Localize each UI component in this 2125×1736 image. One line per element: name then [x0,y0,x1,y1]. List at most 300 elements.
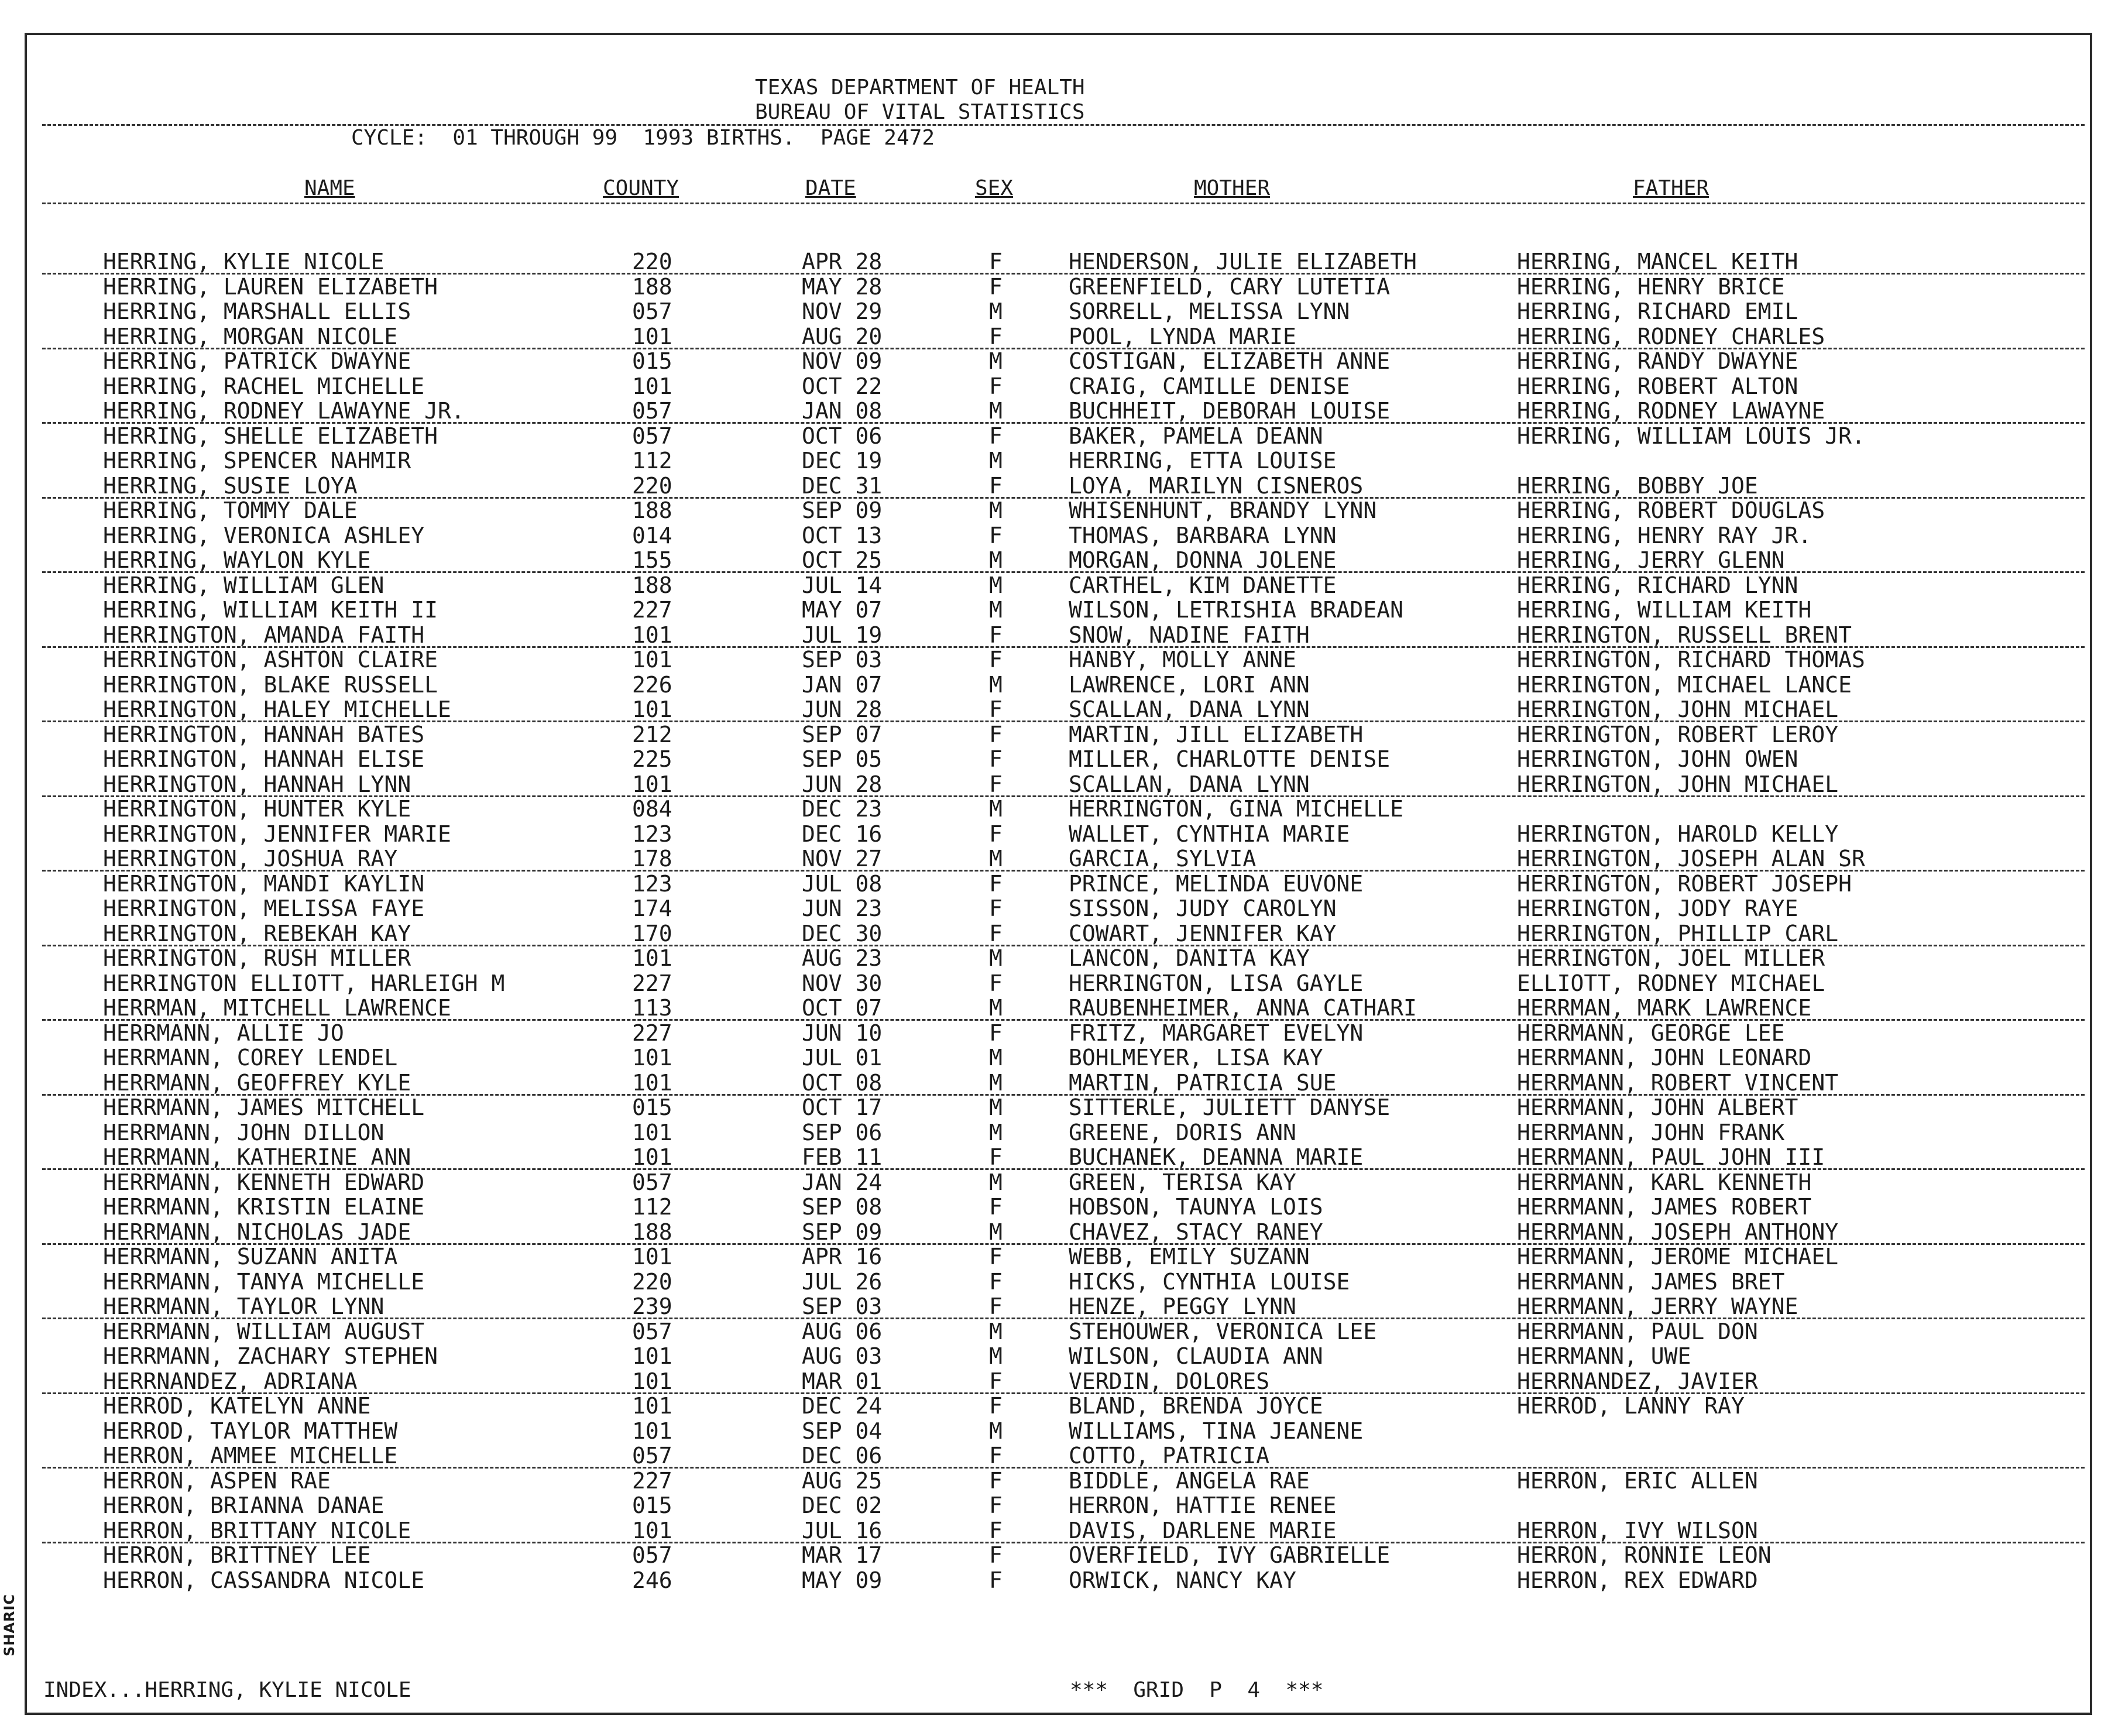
cell-date: SEP 05 [802,746,883,772]
cell-father: HERRMANN, ROBERT VINCENT [1517,1069,1839,1096]
cell-name: HERRMANN, SUZANN ANITA [103,1244,398,1270]
cell-name: HERROD, KATELYN ANNE [103,1393,371,1419]
cell-name: HERRING, LAUREN ELIZABETH [103,273,438,300]
table-row [0,523,2107,548]
cell-mother: LAWRENCE, LORI ANN [1069,671,1310,698]
cell-name: HERRINGTON ELLIOTT, HARLEIGH M [103,970,505,996]
cell-father: HERRMANN, JOSEPH ANTHONY [1517,1219,1839,1245]
cell-sex: F [989,920,1003,946]
cell-sex: M [989,299,1003,324]
cell-father: HERRON, REX EDWARD [1517,1567,1758,1593]
cell-father: HERRINGTON, JOHN OWEN [1517,746,1798,772]
cell-date: JAN 24 [802,1169,883,1195]
cell-date: OCT 08 [802,1069,883,1096]
table-row [0,275,2107,299]
cell-date: JUL 26 [802,1268,883,1295]
cell-county: 101 [632,647,672,673]
cell-father: HERRNANDEZ, JAVIER [1517,1368,1758,1394]
cell-county: 220 [632,1268,672,1295]
cell-father: ELLIOTT, RODNEY MICHAEL [1517,970,1825,996]
cell-mother: HOBSON, TAUNYA LOIS [1069,1194,1323,1220]
cell-name: HERRINGTON, AMANDA FAITH [103,622,425,648]
cell-sex: F [989,1493,1003,1518]
cell-date: AUG 06 [802,1318,883,1344]
cell-county: 112 [632,448,672,474]
cell-date: OCT 07 [802,995,883,1021]
cell-date: JUL 19 [802,622,883,648]
cell-name: HERRING, SPENCER NAHMIR [103,448,411,474]
cell-county: 226 [632,671,672,698]
cell-father: HERRING, RANDY DWAYNE [1517,348,1798,374]
cell-mother: HANBY, MOLLY ANNE [1069,647,1296,673]
cell-county: 101 [632,945,672,971]
cell-date: AUG 25 [802,1467,883,1494]
cell-mother: VERDIN, DOLORES [1069,1368,1270,1394]
table-row [0,673,2107,697]
cell-father: HERRINGTON, PHILLIP CARL [1517,920,1839,946]
cell-sex: F [989,323,1003,349]
table-row [0,573,2107,598]
column-header-county: COUNTY [603,176,679,200]
cell-date: SEP 04 [802,1418,883,1444]
cell-name: HERRMANN, NICHOLAS JADE [103,1219,411,1245]
cell-county: 246 [632,1567,672,1593]
cell-name: HERRON, CASSANDRA NICOLE [103,1567,425,1593]
header-department: TEXAS DEPARTMENT OF HEALTH [755,76,1085,100]
cell-date: APR 28 [802,249,883,275]
footer-grid: *** GRID P 4 *** [1070,1678,1324,1702]
table-row [0,1220,2107,1244]
column-header-father: FATHER [1633,176,1709,200]
cell-sex: F [989,622,1003,648]
cell-date: NOV 30 [802,970,883,996]
cell-father: HERRINGTON, JOHN MICHAEL [1517,771,1839,797]
cell-date: JUN 28 [802,771,883,797]
cell-sex: F [989,647,1003,673]
cell-sex: M [989,945,1003,971]
cell-date: JUL 01 [802,1045,883,1071]
cell-mother: WEBB, EMILY SUZANN [1069,1244,1310,1270]
table-row [0,623,2107,647]
cell-date: DEC 02 [802,1493,883,1518]
cell-father: HERRING, HENRY BRICE [1517,273,1785,300]
cell-date: JAN 08 [802,398,883,424]
cell-mother: BOHLMEYER, LISA KAY [1069,1045,1323,1071]
cell-sex: F [989,249,1003,275]
cell-mother: COTTO, PATRICIA [1069,1443,1270,1469]
cell-sex: M [989,1219,1003,1245]
table-row [0,846,2107,871]
cell-father: HERRMANN, PAUL JOHN III [1517,1144,1825,1170]
cell-date: MAY 09 [802,1567,883,1593]
cell-county: 057 [632,1443,672,1469]
cell-name: HERRING, SUSIE LOYA [103,472,358,499]
table-row [0,249,2107,274]
cell-sex: F [989,1144,1003,1170]
cell-sex: F [989,970,1003,996]
cell-county: 015 [632,1493,672,1518]
cell-county: 227 [632,597,672,623]
divider-columns [42,203,2085,204]
cell-mother: GREENFIELD, CARY LUTETIA [1069,273,1391,300]
column-header-mother: MOTHER [1194,176,1271,200]
table-row [0,1170,2107,1195]
cell-mother: DAVIS, DARLENE MARIE [1069,1517,1337,1543]
table-row [0,1344,2107,1368]
cell-sex: F [989,1194,1003,1220]
cell-name: HERRING, RODNEY LAWAYNE JR. [103,398,465,424]
cell-mother: MORGAN, DONNA JOLENE [1069,547,1337,573]
cell-mother: HERRINGTON, GINA MICHELLE [1069,796,1403,822]
cell-mother: HERRING, ETTA LOUISE [1069,448,1337,474]
column-header-sex: SEX [975,176,1014,200]
side-label: SHARIC [1,1594,18,1656]
cell-county: 101 [632,1144,672,1170]
cell-father: HERRON, IVY WILSON [1517,1517,1758,1543]
cell-mother: FRITZ, MARGARET EVELYN [1069,1020,1364,1046]
cell-mother: WALLET, CYNTHIA MARIE [1069,821,1350,847]
cell-sex: M [989,995,1003,1021]
table-row [0,399,2107,423]
cell-father: HERRING, RODNEY CHARLES [1517,323,1825,349]
cell-sex: M [989,1318,1003,1344]
cell-date: JUN 23 [802,896,883,921]
cell-sex: F [989,522,1003,548]
cell-father: HERRMANN, JERRY WAYNE [1517,1294,1798,1319]
cell-date: JUL 08 [802,870,883,897]
cell-name: HERRINGTON, ASHTON CLAIRE [103,647,438,673]
cell-sex: F [989,870,1003,897]
footer-index: INDEX...HERRING, KYLIE NICOLE [43,1678,411,1702]
cell-name: HERRINGTON, MANDI KAYLIN [103,870,425,897]
cell-county: 101 [632,771,672,797]
cell-sex: M [989,448,1003,474]
cell-father: HERRING, ROBERT DOUGLAS [1517,498,1825,523]
table-row [0,1145,2107,1169]
cell-father: HERRINGTON, RUSSELL BRENT [1517,622,1852,648]
cell-sex: F [989,721,1003,747]
cell-county: 057 [632,1169,672,1195]
table-row [0,1543,2107,1567]
cell-mother: BLAND, BRENDA JOYCE [1069,1393,1323,1419]
table-row [0,822,2107,846]
cell-county: 113 [632,995,672,1021]
cell-name: HERRON, ASPEN RAE [103,1467,331,1494]
cell-date: MAY 07 [802,597,883,623]
cell-date: DEC 24 [802,1393,883,1419]
cell-county: 212 [632,721,672,747]
cell-mother: HENZE, PEGGY LYNN [1069,1294,1296,1319]
cell-date: NOV 09 [802,348,883,374]
cell-date: AUG 20 [802,323,883,349]
cell-sex: M [989,1045,1003,1071]
table-row [0,1045,2107,1070]
cell-date: SEP 03 [802,647,883,673]
cell-name: HERRMANN, JAMES MITCHELL [103,1095,425,1120]
cell-father: HERRINGTON, ROBERT JOSEPH [1517,870,1852,897]
cell-mother: OVERFIELD, IVY GABRIELLE [1069,1542,1391,1568]
header-bureau: BUREAU OF VITAL STATISTICS [755,100,1085,124]
cell-date: OCT 25 [802,547,883,573]
cell-sex: F [989,771,1003,797]
cell-father: HERRMANN, JOHN FRANK [1517,1119,1785,1145]
cell-county: 227 [632,1020,672,1046]
cell-father: HERRMANN, PAUL DON [1517,1318,1758,1344]
cell-mother: WILSON, CLAUDIA ANN [1069,1343,1323,1369]
cell-sex: M [989,1169,1003,1195]
cell-mother: LANCON, DANITA KAY [1069,945,1310,971]
cell-name: HERRMANN, KENNETH EDWARD [103,1169,425,1195]
cell-date: SEP 07 [802,721,883,747]
table-row [0,1294,2107,1319]
table-row [0,1021,2107,1045]
cell-name: HERRMANN, KATHERINE ANN [103,1144,411,1170]
cell-father: HERRMANN, KARL KENNETH [1517,1169,1812,1195]
cell-father: HERRINGTON, JODY RAYE [1517,896,1798,921]
table-row [0,1195,2107,1219]
table-row [0,1568,2107,1593]
cell-sex: M [989,547,1003,573]
cell-name: HERRING, MARSHALL ELLIS [103,299,411,324]
cell-father: HERRINGTON, JOSEPH ALAN SR [1517,846,1865,872]
cell-father: HERRMAN, MARK LAWRENCE [1517,995,1812,1021]
header-cycle: CYCLE: 01 THROUGH 99 1993 BIRTHS. PAGE 2472 [351,126,935,150]
cell-father: HERRMANN, UWE [1517,1343,1691,1369]
cell-county: 227 [632,1467,672,1494]
cell-county: 101 [632,373,672,399]
cell-sex: F [989,1517,1003,1543]
cell-father: HERRING, BOBBY JOE [1517,472,1758,499]
table-row [0,1369,2107,1394]
table-row [0,349,2107,373]
cell-name: HERRON, AMMEE MICHELLE [103,1443,398,1469]
cell-sex: F [989,896,1003,921]
cell-county: 220 [632,249,672,275]
cell-name: HERROD, TAYLOR MATTHEW [103,1418,398,1444]
cell-date: DEC 16 [802,821,883,847]
cell-father: HERRINGTON, MICHAEL LANCE [1517,671,1852,698]
cell-mother: MILLER, CHARLOTTE DENISE [1069,746,1391,772]
cell-county: 015 [632,348,672,374]
table-row [0,1071,2107,1095]
table-row [0,722,2107,747]
cell-sex: M [989,597,1003,623]
cell-name: HERRINGTON, HANNAH BATES [103,721,425,747]
cell-date: JUN 10 [802,1020,883,1046]
cell-name: HERRING, SHELLE ELIZABETH [103,423,438,449]
table-row [0,1518,2107,1543]
cell-sex: M [989,1343,1003,1369]
cell-sex: F [989,472,1003,499]
cell-father: HERRON, RONNIE LEON [1517,1542,1772,1568]
cell-date: OCT 13 [802,522,883,548]
cell-father: HERRMANN, JAMES BRET [1517,1268,1785,1295]
cell-sex: M [989,398,1003,424]
table-row [0,872,2107,896]
cell-county: 101 [632,622,672,648]
cell-name: HERRMANN, KRISTIN ELAINE [103,1194,425,1220]
table-row [0,1443,2107,1468]
table-row [0,946,2107,970]
cell-father: HERRING, RICHARD LYNN [1517,572,1798,598]
cell-sex: F [989,1020,1003,1046]
cell-mother: BIDDLE, ANGELA RAE [1069,1467,1310,1494]
cell-name: HERRMANN, ALLIE JO [103,1020,344,1046]
cell-county: 227 [632,970,672,996]
cell-father: HERRMANN, JEROME MICHAEL [1517,1244,1839,1270]
cell-father: HERRMANN, JOHN LEONARD [1517,1045,1812,1071]
cell-mother: ORWICK, NANCY KAY [1069,1567,1296,1593]
cell-mother: COSTIGAN, ELIZABETH ANNE [1069,348,1391,374]
cell-county: 057 [632,1318,672,1344]
table-row [0,921,2107,946]
cell-mother: MARTIN, PATRICIA SUE [1069,1069,1337,1096]
cell-date: AUG 03 [802,1343,883,1369]
cell-name: HERRINGTON, HALEY MICHELLE [103,697,451,722]
cell-county: 188 [632,273,672,300]
cell-name: HERRING, WAYLON KYLE [103,547,371,573]
cell-name: HERRON, BRITTNEY LEE [103,1542,371,1568]
cell-name: HERRINGTON, REBEKAH KAY [103,920,411,946]
cell-county: 057 [632,398,672,424]
table-row [0,474,2107,498]
cell-father: HERRINGTON, HAROLD KELLY [1517,821,1839,847]
cell-date: JUL 16 [802,1517,883,1543]
cell-date: DEC 30 [802,920,883,946]
table-row [0,299,2107,324]
cell-mother: CARTHEL, KIM DANETTE [1069,572,1337,598]
column-header-date: DATE [805,176,856,200]
cell-county: 101 [632,323,672,349]
cell-county: 101 [632,1119,672,1145]
cell-mother: HERRINGTON, LISA GAYLE [1069,970,1364,996]
cell-name: HERRING, TOMMY DALE [103,498,358,523]
cell-county: 174 [632,896,672,921]
cell-mother: CRAIG, CAMILLE DENISE [1069,373,1350,399]
cell-county: 123 [632,821,672,847]
cell-sex: M [989,1418,1003,1444]
cell-name: HERRINGTON, HUNTER KYLE [103,796,411,822]
cell-date: NOV 29 [802,299,883,324]
cell-name: HERRMANN, TANYA MICHELLE [103,1268,425,1295]
cell-father: HERRINGTON, ROBERT LEROY [1517,721,1839,747]
cell-mother: GREEN, TERISA KAY [1069,1169,1296,1195]
table-row [0,1469,2107,1493]
cell-date: OCT 17 [802,1095,883,1120]
cell-name: HERRING, PATRICK DWAYNE [103,348,411,374]
cell-sex: F [989,1368,1003,1394]
cell-date: DEC 31 [802,472,883,499]
table-row [0,1493,2107,1518]
cell-mother: GARCIA, SYLVIA [1069,846,1257,872]
cell-sex: F [989,273,1003,300]
cell-county: 101 [632,1343,672,1369]
cell-county: 155 [632,547,672,573]
table-row [0,424,2107,448]
table-row [0,1244,2107,1269]
cell-name: HERRINGTON, HANNAH ELISE [103,746,425,772]
table-row [0,1319,2107,1344]
table-row [0,548,2107,572]
cell-county: 101 [632,1517,672,1543]
table-row [0,747,2107,771]
cell-sex: M [989,572,1003,598]
cell-sex: F [989,1294,1003,1319]
cell-mother: SCALLAN, DANA LYNN [1069,697,1310,722]
cell-county: 057 [632,299,672,324]
cell-county: 112 [632,1194,672,1220]
cell-mother: WHISENHUNT, BRANDY LYNN [1069,498,1377,523]
cell-name: HERRING, KYLIE NICOLE [103,249,385,275]
cell-mother: STEHOUWER, VERONICA LEE [1069,1318,1377,1344]
cell-mother: HENDERSON, JULIE ELIZABETH [1069,249,1417,275]
table-row [0,797,2107,821]
table-row [0,1095,2107,1120]
cell-county: 101 [632,1368,672,1394]
cell-father: HERRING, MANCEL KEITH [1517,249,1798,275]
cell-mother: CHAVEZ, STACY RANEY [1069,1219,1323,1245]
cell-county: 188 [632,572,672,598]
cell-father: HERRING, RICHARD EMIL [1517,299,1798,324]
cell-county: 101 [632,1244,672,1270]
cell-sex: F [989,423,1003,449]
table-row [0,598,2107,622]
table-row [0,697,2107,722]
cell-mother: WILLIAMS, TINA JEANENE [1069,1418,1364,1444]
cell-sex: F [989,697,1003,722]
cell-sex: M [989,348,1003,374]
cell-date: SEP 09 [802,1219,883,1245]
cell-name: HERRMANN, WILLIAM AUGUST [103,1318,425,1344]
cell-name: HERRON, BRIANNA DANAE [103,1493,385,1518]
cell-county: 101 [632,697,672,722]
cell-mother: MARTIN, JILL ELIZABETH [1069,721,1364,747]
cell-mother: BUCHANEK, DEANNA MARIE [1069,1144,1364,1170]
cell-sex: F [989,1542,1003,1568]
cell-sex: F [989,746,1003,772]
cell-mother: SCALLAN, DANA LYNN [1069,771,1310,797]
cell-mother: HERRON, HATTIE RENEE [1069,1493,1337,1518]
cell-name: HERRMAN, MITCHELL LAWRENCE [103,995,451,1021]
cell-county: 188 [632,498,672,523]
cell-sex: M [989,1069,1003,1096]
cell-sex: M [989,796,1003,822]
cell-father: HERRMANN, JAMES ROBERT [1517,1194,1812,1220]
cell-sex: F [989,821,1003,847]
cell-date: OCT 22 [802,373,883,399]
divider-top [42,124,2085,126]
cell-date: JUL 14 [802,572,883,598]
cell-mother: BAKER, PAMELA DEANN [1069,423,1323,449]
cell-mother: SITTERLE, JULIETT DANYSE [1069,1095,1391,1120]
cell-county: 101 [632,1393,672,1419]
table-row [0,896,2107,921]
table-row [0,1394,2107,1418]
cell-date: MAY 28 [802,273,883,300]
cell-father: HERRING, ROBERT ALTON [1517,373,1798,399]
table-row [0,324,2107,349]
cell-date: APR 16 [802,1244,883,1270]
cell-county: 188 [632,1219,672,1245]
table-row [0,1419,2107,1443]
cell-date: DEC 06 [802,1443,883,1469]
cell-sex: F [989,373,1003,399]
cell-mother: RAUBENHEIMER, ANNA CATHARI [1069,995,1417,1021]
cell-date: SEP 08 [802,1194,883,1220]
cell-date: MAR 01 [802,1368,883,1394]
cell-county: 101 [632,1069,672,1096]
cell-county: 170 [632,920,672,946]
